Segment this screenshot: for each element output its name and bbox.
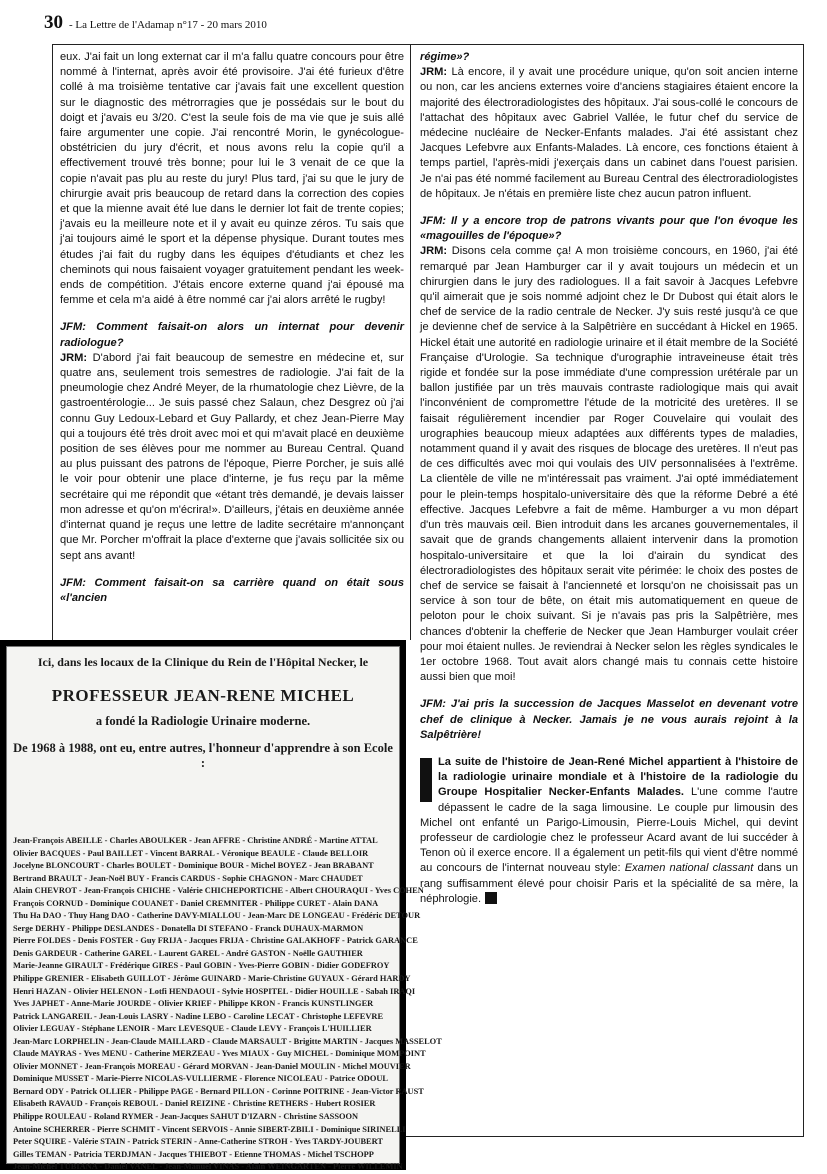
speaker-label: JRM: <box>420 245 448 258</box>
interview-question: JFM: J'ai pris la succession de Jacques Masselot en devenant votre chef de clinique à Necker. Jamais je ne vous aurais rejoint à la Salpêtrière! <box>420 698 798 741</box>
plaque-name-row: Claude MAYRAS - Yves MENU - Catherine MERZEAU - Yves MIAUX - Guy MICHEL - Dominique MOMPOINT <box>13 1049 426 1059</box>
end-of-article-mark <box>485 892 497 904</box>
paragraph: eux. J'ai fait un long externat car il m'a fallu quatre concours pour être nommé à l'internat, après avoir été provisoire. J'ai été furieux d'être collé à ma troisième tentative car j'avais fait une excellent question sur le diagnostic des métrorragies que je possédais sur le bout du doigt et j'avais eu 3/20. C'est la seule fois de ma vie que je suis allé faire argumenter une copie. J'ai rencontré Morin, le gynécologue-obstétricien du jury d'écrit, et nous avons relu la copie qu'il a effectivement trouvé très bonne; pour lui le 3 venait de ce que la copie n'avait pas plu au reste du jury! Plus tard, j'ai su que le jury de chirurgie avait pris beaucoup de retard dans la correction des copies et que la mienne avait été lue dans le dernier lot fait de trente copies; j'avais eu la meilleure note et il y avait eu quinze zéros. Tu sais que j'ai toujours aimé le sport et la dépense physique. Durant toutes mes études j'ai fait du rugby dans les équipes d'étudiants et chez les cheminots qui nous faisaient voyager gratuitement pendant les week-ends de compétition. J'étais encore externe quand j'ai épousé ma femme et cela m'a aidé à être nommé car j'ai alors arrêté le rugby! <box>60 51 404 307</box>
plaque-name-row: Peter SQUIRE - Valérie STAIN - Patrick STERIN - Anne-Catherine STROH - Yves TARDY-JOUBERT <box>13 1137 383 1147</box>
plaque-name-row: Dominique MUSSET - Marie-Pierre NICOLAS-VULLIERME - Florence NICOLEAU - Patrice ODOUL <box>13 1074 388 1084</box>
plaque-name-row: Pierre FOLDES - Denis FOSTER - Guy FRIJA - Jacques FRIJA - Christine GALAKHOFF - Patrick GARANCE <box>13 936 418 946</box>
left-column <box>60 50 404 606</box>
column-divider <box>410 44 411 640</box>
plaque-subtitle: a fondé la Radiologie Urinaire moderne. <box>95 714 311 728</box>
interview-answer <box>60 351 404 564</box>
plaque-intro: Ici, dans les locaux de la Clinique du Rein de l'Hôpital Necker, le <box>37 655 369 669</box>
interview-answer <box>420 65 798 202</box>
speaker-label: JRM: <box>60 351 88 364</box>
closing-italic: Examen national classant <box>624 862 754 875</box>
plaque-name-row: Bertrand BRAULT - Jean-Noël BUY - Francis CARDUS - Sophie CHAGNON - Marc CHAUDET <box>13 873 363 883</box>
plaque-name-row: Henri HAZAN - Olivier HELENON - Lotfi HENDAOUI - Sylvie HOSPITEL - Didier HOUILLE - Sabah IRAQI <box>13 986 416 996</box>
plaque-name-row: Yves JAPHET - Anne-Marie JOURDE - Olivier KRIEF - Philippe KRON - Francis KUNSTLINGER <box>13 999 374 1009</box>
interview-answer <box>420 244 798 685</box>
plaque-name-row: Patrick LANGAREIL - Jean-Louis LASRY - Nadine LEBO - Caroline LECAT - Christophe LEFEVRE <box>13 1011 384 1021</box>
plaque-name-row: Olivier LEGUAY - Stéphane LENOIR - Marc LEVESQUE - Claude LEVY - François L'HUILLIER <box>13 1024 372 1034</box>
plaque-name-row: Philippe ROULEAU - Roland RYMER - Jean-Jacques SAHUT D'IZARN - Christine SASSOON <box>13 1112 359 1122</box>
plaque-name-row: Elisabeth RAVAUD - François REBOUL - Daniel REIZINE - Christine RETHERS - Hubert ROSIER <box>13 1099 376 1109</box>
plaque-name-row: Bernard ODY - Patrick OLLIER - Philippe PAGE - Bernard PILLON - Corinne POITRINE - Jean-Victor RAUST <box>13 1086 424 1096</box>
interview-question: JFM: Comment faisait-on sa carrière quand on était sous «l'ancien <box>60 576 404 604</box>
plaque-name-row: Serge DERHY - Philippe DESLANDES - Donatella DI STEFANO - Franck DUHAUX-MARMON <box>13 923 364 933</box>
plaque-name-row: Jean-Marc LORPHELIN - Jean-Claude MAILLARD - Claude MARSAULT - Brigitte MARTIN - Jacques MASSELOT <box>13 1036 442 1046</box>
plaque-name-row: Olivier MONNET - Jean-François MOREAU - Gérard MORVAN - Jean-Daniel MOULIN - Michel MOUVIER <box>13 1061 411 1071</box>
plaque-name-row: Jean-Michel TUBIANA - Daniel VANEL - Jean-Manuel VINAS - Alain WEINGARTEN - Pierre WILLEMIN <box>13 1162 403 1172</box>
plaque-years: De 1968 à 1988, ont eu, entre autres, l'honneur d'apprendre à son Ecole : <box>13 741 393 770</box>
plaque-name-row: Jean-François ABEILLE - Charles ABOULKER - Jean AFFRE - Christine ANDRÉ - Martine ATTAL <box>13 836 378 845</box>
plaque-name-row: Olivier BACQUES - Paul BAILLET - Vincent BARRAL - Véronique BEAULE - Claude BELLOIR <box>13 848 369 858</box>
plaque-name-row: François CORNUD - Dominique COUANET - Daniel CREMNITER - Philippe CURET - Alain DANA <box>13 898 379 908</box>
plaque-names-list <box>13 835 442 1174</box>
speaker-label: JRM: <box>420 66 448 79</box>
plaque-name-row: Denis GARDEUR - Catherine GAREL - Laurent GAREL - André GASTON - Noëlle GAUTHIER <box>13 948 363 958</box>
page-header <box>44 12 267 36</box>
right-column <box>420 50 798 907</box>
plaque-name-row: Thu Ha DAO - Thuy Hang DAO - Catherine DAVY-MIALLOU - Jean-Marc DE LONGEAU - Frédéric DETOUR <box>13 911 421 921</box>
plaque-name-row: Jocelyne BLONCOURT - Charles BOULET - Dominique BOUR - Michel BOYEZ - Jean BRABANT <box>13 861 374 871</box>
drop-cap-mark <box>420 758 432 802</box>
plaque-name-row: Philippe GRENIER - Elisabeth GUILLOT - Jérôme GUINARD - Marie-Christine GUYAUX - Gérard HARDY <box>13 974 411 984</box>
closing-text-end: dans un rang suffisamment élevé pour choisir Paris et la spécialité de sa mère, la néphrologie. <box>420 862 798 905</box>
page-number: 30 <box>44 12 63 33</box>
interview-question: régime»? <box>420 51 470 63</box>
plaque-name-row: Alain CHEVROT - Jean-François CHICHE - Valérie CHICHEPORTICHE - Albert CHOURAQUI - Yves COHEN <box>13 886 424 896</box>
plaque-name-row: Antoine SCHERRER - Pierre SCHMIT - Vincent SERVOIS - Annie SIBERT-ZBILI - Dominique SIRINELLI <box>13 1124 406 1134</box>
plaque-surface <box>6 646 442 1172</box>
answer-text: D'abord j'ai fait beaucoup de semestre en médecine et, sur quatre ans, seulement trois semestres de radiologie. J'ai fait de la pneumologie chez André Meyer, de la rhumatologie chez Lièvre, de la gastroentérologie... Je suis passé chez Salaun, chez Desgrez où j'ai connu Guy Ledoux-Lebard et Guy Pallardy, et chez Jean-Pierre May qui a toujours été très droit avec moi et qui m'avait placé en deuxième position de ses élèves pour me nommer au Bureau Central. Quand au plus puissant des patrons de l'époque, Pierre Porcher, je suis allé le voir pour obtenir une place d'interne, je fus reçu par la même secrétaire qui me répondit que «étant très demandé, je devais laisser mon adresse et qu'on m'écrira!». D'ailleurs, j'étais en deuxième année d'internat quand je reçus une lettre de ladite secrétaire m'annonçant que Mr. Porcher m'offrait la place d'externe que j'avais sollicitée six ou sept ans avant! <box>60 351 404 562</box>
closing-lead: La suite de l'histoire de Jean-René Michel appartient à l'histoire de la radiologie urinaire mondiale et à l'histoire de la radiologie du Groupe Hospitalier Necker-Enfants Malades. <box>438 755 798 799</box>
plaque-name-row: Gilles TEMAN - Patricia TERDJMAN - Jacques THIEBOT - Etienne THOMAS - Michel TSCHOPP <box>13 1149 374 1159</box>
closing-text: L'une comme l'autre dépassent le cadre de la saga limousine. Le couple pur limousin des Michel ont enfanté un Parigo-Limousin, Pierre-Louis Michel, qui devint professeur de cardiologie chez le professeur Acard avant de lui succéder à Tenon où il exerce encore. Il a également un petit-fils qui vient d'être nommé au concours de l'internat nouveau style: <box>420 786 798 875</box>
plaque-title: PROFESSEUR JEAN-RENE MICHEL <box>51 686 355 705</box>
answer-text: Disons cela comme ça! A mon troisième concours, en 1960, j'ai été remarqué par Jean Hamburger car il y avait toujours un médecin et un chirurgien dans le jury des radiologues. Il a fait savoir à Jacques Lefebvre qu'il aimerait que je sois nommé adjoint chez le Dr Dubost qui était alors le chef de service de la radio centrale de Necker. J'y suis resté jusqu'à ce que je devienne chef de service à la Salpêtrière en succédant à Hickel en 1965. Hickel était une autorité en radiologie urinaire et il était membre de la Société Française d'Urologie. Sa technique d'urographie intraveineuse était très rigide et fondée sur la pose immédiate d'une compression urétérale par un ballon justifiée par un très mauvais contraste radiologique mais qui avait l'inconvénient de compromettre l'étude de la motricité des uretères. Il se faisait régulièrement incendier par Roger Couvelaire qui voulait des urographies beaucoup mieux adaptées aux différents types de maladies, notamment quand il y avait des risques de blocage des uretères. Il n'eut pas de ces difficultés avec moi qui voulais des UIV personnalisées à l'extrême. La clientèle de ville ne m'intéressait pas vraiment. J'ai opté immédiatement pour le plein-temps hospitalo-universitaire dès que la réforme Debré a été effective. Jacques Lefebvre a fait de même. Hamburger a vu mon départ d'un très mauvais œil. Bien introduit dans les arcanes gouvernementales, il savait que de grands changements allaient intervenir dans la promotion hospitalo-universitaire et que la loi d'airain du syndicat des électroradiologistes des hôpitaux serait vite périmée: le choix des postes de chef de service se faisait à l'ancienneté et lorsqu'on ne choisissait pas un service à son tour de bête, on était mis automatiquement en queue de peloton pour le choix suivant. Si je n'avais pas pris la Salpêtrière, mes chances d'obtenir la chefferie de Necker que Jean Hamburger voulait créer pour moi étaient nulles. Je reviendrai à Necker selon les règles syndicales le 1er octobre 1968. Tout avait alors changé mais tu connais cette histoire aussi bien que moi! <box>420 245 799 684</box>
plaque-name-row: Marie-Jeanne GIRAULT - Frédérique GIRES - Paul GOBIN - Yves-Pierre GOBIN - Didier GODEFROY <box>13 961 390 971</box>
closing-paragraph <box>420 755 798 907</box>
answer-text: Là encore, il y avait une procédure unique, qu'on soit ancien interne ou non, car les anciens externes voire d'anciens stagiaires étaient encore la majorité des électroradiologistes des hôpitaux. J'ai sous-collé le concours de l'attachat des hôpitaux avec Gabriel Vallée, le futur chef du service de médecine nucléaire de Necker-Enfants malades. J'ai été assistant chez Jacques Lefebvre aux Enfants-Malades. Là encore, ces fonctions étaient à temps partiel, l'après-midi j'exerçais dans un cabinet dans l'ouest parisien. Je n'ai pas été nommé facilement au Bureau Central des électroradiologistes de hôpitaux. Je n'étais en première liste chez aucun patron influent. <box>420 66 798 200</box>
interview-question: JFM: Comment faisait-on alors un internat pour devenir radiologue? <box>60 321 404 349</box>
commemorative-plaque-photo <box>0 640 442 1172</box>
interview-question: JFM: Il y a encore trop de patrons vivants pour que l'on évoque les «magouilles de l'époque»? <box>420 215 798 243</box>
publication-title: - La Lettre de l'Adamap n°17 - 20 mars 2010 <box>69 19 267 31</box>
